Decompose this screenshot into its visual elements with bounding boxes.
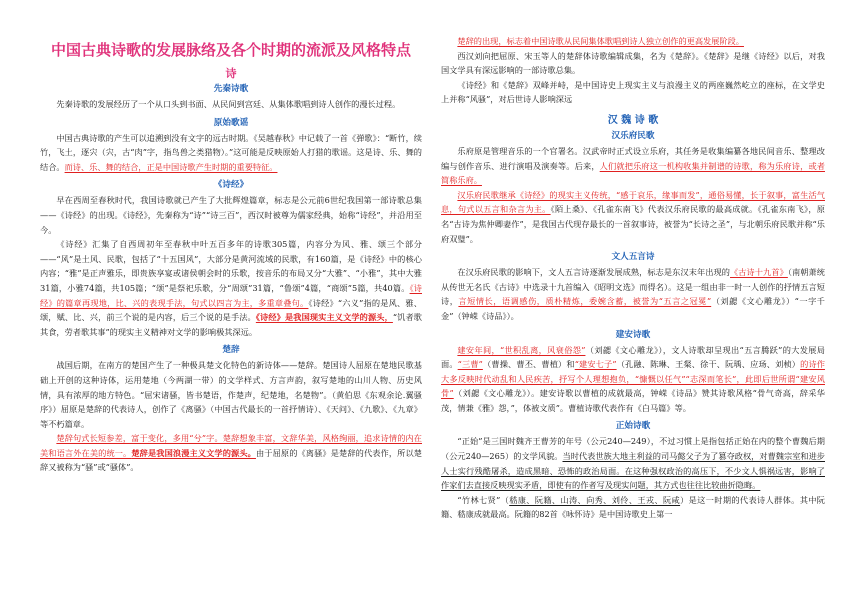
jianan-text-end: （刘勰《文心雕龙》）。建安诗歌以曹植的成就最高，钟嵘《诗品》赞其诗歌风格“骨气奇高，辞采华茂，情兼《雅》怨，”，体被文质”。曹植诗歌代表作有《白马篇》等。 xyxy=(441,388,825,413)
left-column xyxy=(40,34,422,475)
wenren-nineteen-poems: 《古诗十九首》 xyxy=(730,267,788,278)
wenren-text: 在汉乐府民歌的影响下，文人五言诗逐渐发展成熟，标志是东汉末年出现的 xyxy=(457,267,731,278)
jianan-three-cao-names: （曹操、曹丕、曹植）和 xyxy=(482,359,575,370)
jianan-quote-highlight: 建安年间，“世积乱离，风衰俗怨” xyxy=(457,344,586,355)
paragraph-chuci-significance xyxy=(441,34,825,49)
shijing-text: 《诗经》汇集了自西周初年至春秋中叶五百多年的诗歌305篇，内容分为风、雅、颂三个部分——“风”是土风、民歌，包括了“十五国风”，大部分是黄河流域的民歌，有160篇，是《诗经》中的核心内容；“雅”是正声雅乐，即贵族享宴或诸侯朝会时的乐歌，按音乐的布局又分“大雅”、“小雅”，其中大雅31篇，小雅74篇，共105篇；“颂”是祭祀乐歌，分“周颂”31篇，“鲁颂”4篇，“商颂”5篇，共40篇。 xyxy=(40,239,422,293)
paragraph-chuci-1: 战国后期，在南方的楚国产生了一种极具楚文化特色的新诗体——楚辞。楚国诗人屈原在楚地民歌基础上开创的这种诗体，运用楚地（今两湖一带）的文学样式、方言声韵，叙写楚地的山川人物、历史风情，具有浓厚的地方特色。“屈宋诸骚，皆书楚语，作楚声，纪楚地，名楚物”。（黄伯思《东观余论.翼骚序》）屈原是楚辞的代表诗人，创作了《离骚》（中国古代最长的一首抒情诗）、《天问》、《九歌》、《九章》等不朽篇章。 xyxy=(40,360,422,429)
zhuolin-names: 嵇康、阮籍、山涛、向秀、刘伶、王戎、阮咸 xyxy=(509,494,681,505)
chuci-romanticism-highlight: 楚辞是我国浪漫主义文学的源头。 xyxy=(131,447,256,458)
shijing-text-end: “饥者歌其食，劳者歌其事”的现实主义精神对文学的影响极其深远。 xyxy=(40,312,422,337)
chuci-text-end: 由于屈原的《离骚》是楚辞的代表作，所以楚辞又被称为“骚”或“骚体”。 xyxy=(40,447,422,473)
yuefu-realism-highlight: 汉乐府民歌继承《诗经》的现实主义传统，“感于哀乐，缘事而发”，通俗易懂，长于叙事，富生活气息，句式以五言和杂言为主。 xyxy=(441,189,825,215)
heading-pre-qin: 先秦诗歌 xyxy=(213,84,249,94)
heading-origin-songs: 原始歌谣 xyxy=(213,117,249,128)
jianan-text: （刘勰《文心雕龙》），文人诗歌却呈现出“五言腾跃”的大发展局面。 xyxy=(441,344,825,370)
jianan-seven-masters: “建安七子” xyxy=(574,359,617,370)
wenren-text-mid: （南朝萧统从传世无名氏《古诗》中选录十九首编入《昭明文选》而得名）。这是一组由非一时一人创作的抒情五言短诗， xyxy=(441,267,825,307)
yuefu-text-end: 《陌上桑》、《孔雀东南飞》代表汉乐府民歌的最高成就。《孔雀东南飞》，原名“古诗为焦仲卿妻作”，是我国古代现存最长的一首叙事诗，被誉为“长诗之圣”，与北朝乐府民歌并称“乐府双璧”。 xyxy=(441,204,825,244)
heading-jianan: 建安诗歌 xyxy=(615,329,651,340)
chuci-significance-highlight: 楚辞的出现，标志着中国诗歌从民间集体歌唱到诗人独立创作的更高发展阶段。 xyxy=(457,36,744,46)
paragraph-origin xyxy=(40,131,422,175)
heading-yuefu: 汉乐府民歌 xyxy=(611,130,655,141)
heading-wenren: 文人五言诗 xyxy=(611,252,655,263)
origin-highlight: 而诗、乐、舞的结合，正是中国诗歌产生时期的重要特征。 xyxy=(64,161,278,172)
paragraph-chuci-2 xyxy=(40,431,422,475)
shijing-highlight: 《诗经》的篇章再现地，比、兴的表现手法，句式以四言为主，多重章叠句。 xyxy=(40,282,422,308)
origin-text: 中国古典诗歌的产生可以追溯到没有文字的远古时期。《吴越春秋》中记载了一首《弹歌》：“断竹，续竹，飞土，逐宍（宍，古“肉”字，指鸟兽之类猎物）。”这可能是反映原始人打猎的歌谣。这是诗、乐、舞的结合。 xyxy=(40,132,422,172)
heading-han-wei: 汉 魏 诗 歌 xyxy=(607,114,659,126)
document-title: 中国古典诗歌的发展脉络及各个时期的流派及风格特点 xyxy=(50,41,411,59)
wenren-highlight: 言短情长，语调感伤，质朴精炼，委婉含蓄，被誉为“五言之冠冕” xyxy=(458,296,712,307)
zhengshi-text: “正始”是三国时魏齐王曹芳的年号（公元240—249），不过习惯上是指包括正始在内的整个曹魏后期（公元240—265）的文学风貌。 xyxy=(441,436,825,462)
paragraph-pre-qin: 先秦诗歌的发展经历了一个从口头到书面、从民间到宫廷、从集体歌唱到诗人创作的漫长过程。 xyxy=(56,99,401,109)
yuefu-text: 乐府原是管理音乐的一个官署名。汉武帝时正式设立乐府，其任务是收集编纂各地民间音乐、整理改编与创作音乐、进行演唱及演奏等。后来， xyxy=(441,145,825,171)
jianan-seven-masters-names: （孔融、陈琳、王粲、徐干、阮瑀、应玚、刘桢） xyxy=(616,359,801,370)
heading-shijing: 《诗经》 xyxy=(213,180,249,191)
heading-zhengshi: 正始诗歌 xyxy=(615,421,651,432)
paragraph-yuefu-1 xyxy=(441,144,825,188)
zhuolin-text-end: ）是这一时期的代表诗人群体。其中阮籍、嵇康成就最高。阮籍的82首《咏怀诗》是中国诗歌史上第一 xyxy=(441,494,825,520)
paragraph-yuefu-2 xyxy=(441,188,825,246)
right-column xyxy=(441,34,825,522)
zhengshi-underlined: 当时代表世族大地主利益的司马懿父子为了篡夺政权，对曹魏宗室和进步人士实行残酷屠杀，造成黑暗、恐怖的政治局面。在这种强权政治的高压下，不少文人惧祸远害，影响了作家们去直接反映现实矛盾，即使有的作者写及现实问题，其方式也往往比较曲折隐晦。 xyxy=(441,451,825,491)
paragraph-zhengshi-1 xyxy=(441,434,825,492)
shijing-six-meanings: 《诗经》“六义”指的是风、雅、颂，赋、比、兴，前三个说的是内容，后三个说的是手法。 xyxy=(40,297,422,323)
paragraph-wenren xyxy=(441,265,825,323)
jianan-fenggu-highlight: 的诗作大多反映时代动乱和人民疾苦，抒写个人理想抱负，“慷慨以任气”“志深而笔长”，此即后世所谓“建安风骨” xyxy=(441,359,825,399)
paragraph-jianan xyxy=(441,343,825,416)
heading-chuci: 楚辞 xyxy=(222,345,240,356)
paragraph-shijing-2 xyxy=(40,237,422,339)
section-heading-poetry: 诗 xyxy=(225,67,237,80)
wenren-text-end: （刘勰《文心雕龙》）“一字千金”（钟嵘《诗品》）。 xyxy=(441,296,825,321)
paragraph-chuci-collection: 西汉刘向把屈原、宋玉等人的楚辞体诗歌编辑成集，名为《楚辞》。《楚辞》是继《诗经》以后，对我国文学具有深远影响的一部诗歌总集。 xyxy=(441,50,825,76)
paragraph-fengsao: 《诗经》和《楚辞》双峰并峙，是中国诗史上现实主义与浪漫主义的两座巍然屹立的座标，在文学史上并称“风骚”，对后世诗人影响深远 xyxy=(441,79,825,105)
zhuolin-text: “竹林七贤”（ xyxy=(457,494,510,505)
shijing-realism-highlight: 《诗经》是我国现实主义文学的源头， xyxy=(255,312,393,323)
jianan-three-cao: “三曹” xyxy=(457,359,483,370)
paragraph-zhengshi-2 xyxy=(441,493,825,522)
yuefu-highlight: 人们就把乐府这一机构收集并制谱的诗歌，称为乐府诗，或者简称乐府。 xyxy=(441,160,825,186)
chuci-highlight: 楚辞句式长短参差，富于变化，多用“兮”字。楚辞想象丰富，文辞华美，风格绚丽，追求诗情的内在美和语言外在美的统一。 xyxy=(40,433,422,458)
paragraph-shijing-1: 早在西周至春秋时代，我国诗歌就已产生了大批辉煌篇章，标志是公元前6世纪我国第一部诗歌总集——《诗经》的出现。《诗经》，先秦称为“诗”“诗三百”，西汉时被尊为儒家经典，始称“诗经”，并沿用至今。 xyxy=(40,195,422,235)
